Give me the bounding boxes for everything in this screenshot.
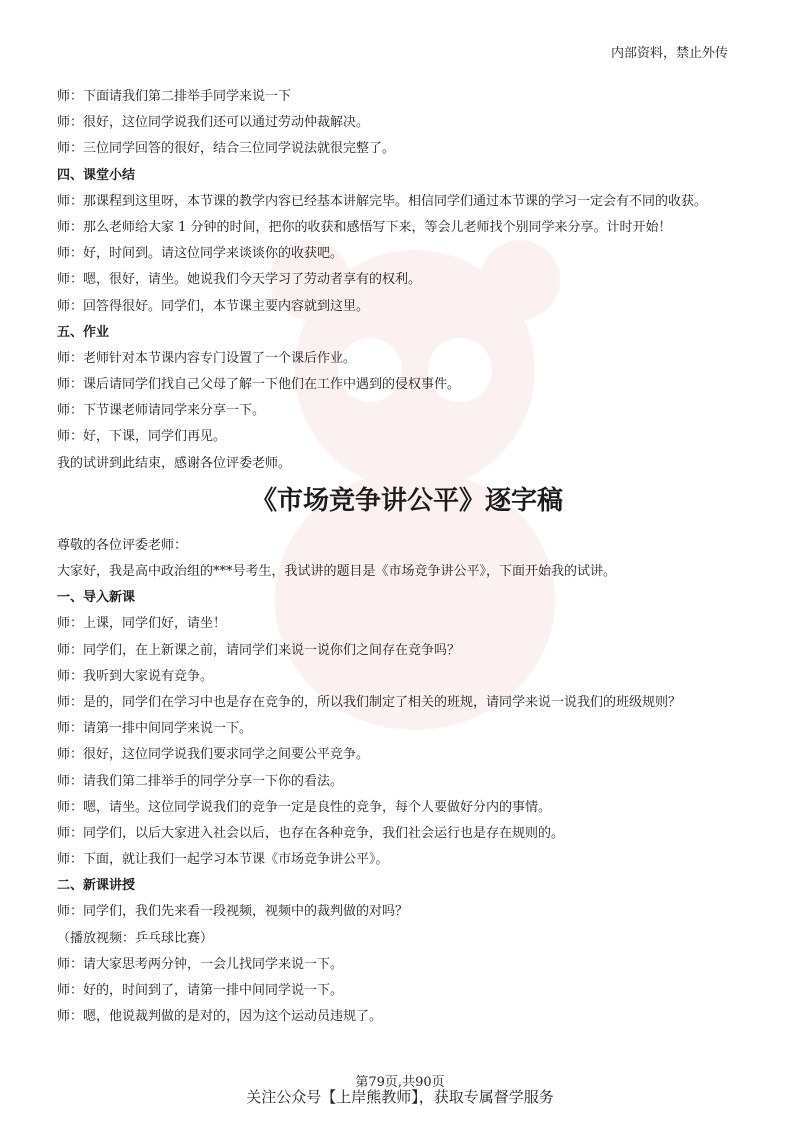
section-heading: 二、新课讲授 [57, 878, 136, 894]
text-line: 师：那么老师给大家 1 分钟的时间，把你的收获和感悟写下来，等会儿老师找个别同学来分享。计时开始！ [57, 219, 672, 235]
text-line: 师：下节课老师请同学来分享一下。 [57, 403, 266, 419]
text-line: 师：嗯，请坐。这位同学说我们的竞争一定是良性的竞争，每个人要做好分内的事情。 [57, 799, 552, 815]
text-line: 师：是的，同学们在学习中也是存在竞争的，所以我们制定了相关的班规，请同学来说一说我们的班级规则？ [57, 694, 682, 710]
text-line: 师：回答得很好。同学们，本节课主要内容就到这里。 [57, 298, 370, 314]
text-line: 师：上课，同学们好，请坐！ [57, 616, 227, 632]
text-line: 师：下面，就让我们一起学习本节课《市场竞争讲公平》。 [57, 852, 389, 868]
text-line: 师：请大家思考两分钟，一会儿找同学来说一下。 [57, 956, 344, 972]
text-line: 师：老师针对本节课内容专门设置了一个课后作业。 [57, 350, 357, 366]
transcript-section [57, 533, 757, 1031]
text-line: 我的试讲到此结束，感谢各位评委老师。 [57, 455, 292, 471]
text-line: 师：好，下课，同学们再见。 [57, 429, 227, 445]
text-line: 师：同学们，在上新课之前，请同学们来说一说你们之间存在竞争吗？ [57, 642, 461, 658]
document-title: 《市场竞争讲公平》逐字稿 [250, 485, 563, 516]
text-line: 尊敬的各位评委老师： [57, 537, 188, 553]
text-line: 师：课后请同学们找自己父母了解一下他们在工作中遇到的侵权事件。 [57, 377, 461, 393]
text-line: 师：同学们，以后大家进入社会以后，也存在各种竞争，我们社会运行也是存在规则的。 [57, 825, 565, 841]
text-line: 师：那课程到这里呀，本节课的教学内容已经基本讲解完毕。相信同学们通过本节课的学习一定会有不同的收获。 [57, 193, 708, 209]
section-heading: 五、作业 [57, 324, 110, 340]
page-number: 第79页,共90页 [355, 1075, 445, 1090]
document-body [57, 84, 757, 1030]
text-line: 师：下面请我们第二排举手同学来说一下 [57, 89, 292, 104]
previous-lesson-section [57, 84, 757, 477]
text-line: 师：很好，这位同学说我们还可以通过劳动仲裁解决。 [57, 115, 370, 131]
text-line: 师：同学们，我们先来看一段视频，视频中的裁判做的对吗？ [57, 904, 409, 920]
text-line: 师：很好，这位同学说我们要求同学之间要公平竞争。 [57, 747, 370, 763]
footer-note: 关注公众号【上岸熊教师】，获取专属督学服务 [246, 1088, 554, 1106]
text-line: 师：我听到大家说有竞争。 [57, 668, 214, 684]
section-heading: 四、课堂小结 [57, 167, 136, 183]
text-line: 师：好的，时间到了，请第一排中间同学说一下。 [57, 983, 344, 998]
text-line: 师：嗯，很好，请坐。她说我们今天学习了劳动者享有的权利。 [57, 272, 422, 288]
text-line: 师：请我们第二排举手的同学分享一下你的看法。 [57, 773, 344, 789]
text-line: （播放视频：乒乓球比赛） [57, 930, 214, 946]
text-line: 师：请第一排中间同学来说一下。 [57, 721, 253, 737]
section-heading: 一、导入新课 [57, 590, 136, 606]
text-line: 师：好，时间到。请这位同学来谈谈你的收获吧。 [57, 246, 344, 262]
text-line: 师：嗯，他说裁判做的是对的，因为这个运动员违规了。 [57, 1009, 383, 1025]
text-line: 大家好，我是高中政治组的***号考生，我试讲的题目是《市场竞争讲公平》，下面开始我的试讲。 [57, 564, 617, 579]
text-line: 师：三位同学回答的很好，结合三位同学说法就很完整了。 [57, 141, 396, 157]
confidential-note: 内部资料，禁止外传 [610, 46, 728, 61]
